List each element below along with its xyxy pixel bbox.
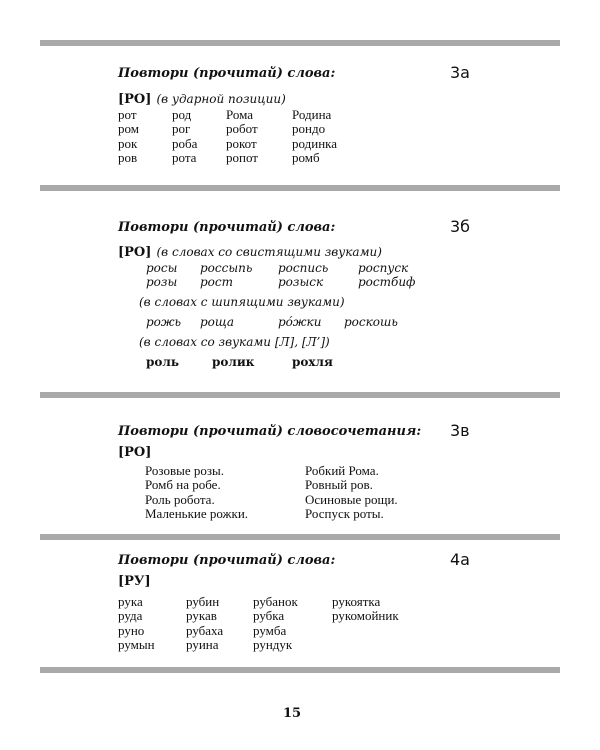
exercise-title: Повтори (прочитай) словосочетания: — [118, 424, 422, 439]
word: род — [172, 107, 192, 122]
word: роскошь — [344, 315, 398, 329]
word: рохля — [292, 355, 333, 369]
separator-rule — [40, 185, 560, 191]
word: Рома — [226, 107, 254, 122]
sound-note: (в словах с шипящими звуками) — [139, 295, 345, 309]
exercise-number: 4а — [450, 550, 470, 569]
phrase: Роспуск роты. — [305, 506, 384, 521]
phrase: Ромб на робе. — [145, 477, 221, 492]
word: рог — [172, 121, 191, 136]
word: румба — [253, 623, 287, 638]
word: рота — [172, 150, 197, 165]
word: розы — [146, 275, 178, 289]
sound-note: (в словах со свистящими звуками) — [156, 245, 382, 259]
exercise-title: Повтори (прочитай) слова: — [118, 553, 336, 568]
word: рондо — [292, 121, 326, 136]
word: ропот — [226, 150, 258, 165]
sound-label: [РО] — [118, 445, 152, 460]
exercise-title: Повтори (прочитай) слова: — [118, 220, 336, 235]
word: рукав — [186, 608, 217, 623]
phrase: Робкий Рома. — [305, 463, 379, 478]
sound-note: (в ударной позиции) — [156, 92, 286, 106]
separator-rule — [40, 534, 560, 540]
word: ромб — [292, 150, 320, 165]
word: роспись — [278, 261, 329, 275]
word: роба — [172, 136, 198, 151]
word: руина — [186, 637, 219, 652]
word: ролик — [212, 355, 255, 369]
separator-rule — [40, 667, 560, 673]
word: роща — [200, 315, 235, 329]
word: румын — [118, 637, 155, 652]
word: рок — [118, 136, 138, 151]
word: рубанок — [253, 594, 298, 609]
word: рот — [118, 107, 137, 122]
phrase: Осиновые рощи. — [305, 492, 398, 507]
word: розыск — [278, 275, 324, 289]
word: руда — [118, 608, 143, 623]
phrase: Розовые розы. — [145, 463, 224, 478]
exercise-number: 3в — [450, 421, 470, 440]
word: ров — [118, 150, 138, 165]
sound-label: [РО] — [118, 92, 152, 107]
word: рост — [200, 275, 234, 289]
word: рокот — [226, 136, 257, 151]
sound-label: [РО] — [118, 245, 152, 260]
word: рубаха — [186, 623, 224, 638]
word: рожь — [146, 315, 182, 329]
sound-header — [118, 241, 382, 260]
phrase: Ровный ров. — [305, 477, 373, 492]
word: роль — [146, 355, 179, 369]
word: росы — [146, 261, 178, 275]
word: рубка — [253, 608, 285, 623]
exercise-number: 3а — [450, 63, 470, 82]
word: ростбиф — [358, 275, 416, 289]
sound-label: [РУ] — [118, 574, 151, 589]
word: ром — [118, 121, 139, 136]
word: робот — [226, 121, 258, 136]
sound-note: (в словах со звуками [Л], [Л’]) — [139, 335, 330, 349]
word: россыпь — [200, 261, 253, 275]
word: рубин — [186, 594, 220, 609]
word: руно — [118, 623, 145, 638]
separator-rule — [40, 40, 560, 46]
word: рундук — [253, 637, 293, 652]
word: рука — [118, 594, 143, 609]
separator-rule — [40, 392, 560, 398]
exercise-number: 3б — [450, 217, 471, 236]
page-number: 15 — [283, 706, 302, 721]
word: рукомойник — [332, 608, 399, 623]
phrase: Роль робота. — [145, 492, 215, 507]
word: рукоятка — [332, 594, 381, 609]
word: рóжки — [278, 315, 322, 329]
word: родинка — [292, 136, 338, 151]
word: Родина — [292, 107, 332, 122]
sound-header — [118, 88, 286, 107]
phrase: Маленькие рожки. — [145, 506, 249, 521]
word: роспуск — [358, 261, 409, 275]
exercise-title: Повтори (прочитай) слова: — [118, 66, 336, 81]
